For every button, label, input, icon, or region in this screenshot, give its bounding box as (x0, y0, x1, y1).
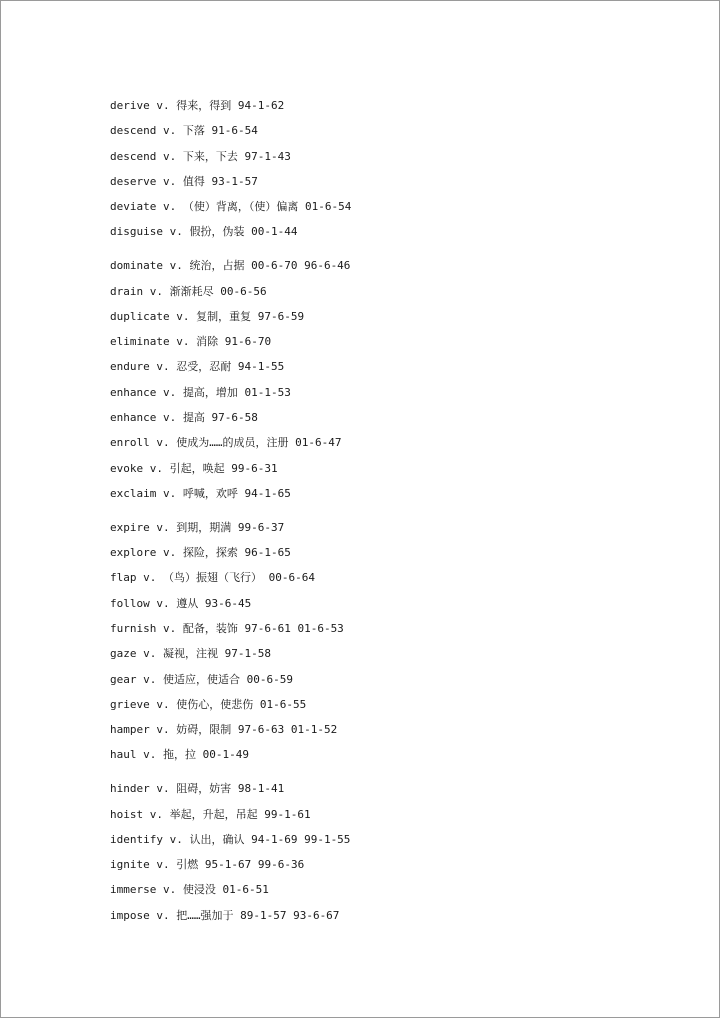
vocab-entry-explore: explore v. 探险，探索 96-1-65 (110, 546, 291, 560)
vocab-entry-enhance-2: enhance v. 提高 97-6-58 (110, 411, 258, 425)
vocab-entry-ignite: ignite v. 引燃 95-1-67 99-6-36 (110, 858, 305, 872)
vocab-entry-expire: expire v. 到期，期满 99-6-37 (110, 520, 285, 534)
vocab-entry-deserve: deserve v. 值得 93-1-57 (110, 174, 258, 188)
vocab-entry-descend-2: descend v. 下来，下去 97-1-43 (110, 149, 291, 163)
vocab-entry-drain: drain v. 渐渐耗尽 00-6-56 (110, 284, 267, 298)
vocab-entry-enroll: enroll v. 使成为……的成员，注册 01-6-47 (110, 436, 342, 450)
vocab-entry-descend: descend v. 下落 91-6-54 (110, 124, 258, 138)
vocab-entry-grieve: grieve v. 使伤心，使悲伤 01-6-55 (110, 697, 307, 711)
vocab-entry-follow: follow v. 遵从 93-6-45 (110, 596, 252, 610)
vocab-entry-duplicate: duplicate v. 复制，重复 97-6-59 (110, 309, 305, 323)
vocab-entry-impose: impose v. 把……强加于 89-1-57 93-6-67 (110, 908, 340, 922)
vocab-entry-disguise: disguise v. 假扮，伪装 00-1-44 (110, 225, 298, 239)
vocab-entry-hoist: hoist v. 举起，升起，吊起 99-1-61 (110, 807, 311, 821)
vocab-entry-identify: identify v. 认出，确认 94-1-69 99-1-55 (110, 832, 351, 846)
vocab-entry-gaze: gaze v. 凝视，注视 97-1-58 (110, 647, 271, 661)
vocab-entry-deviate: deviate v. （使）背离，（使）偏离 01-6-54 (110, 200, 352, 214)
vocab-entry-haul: haul v. 拖，拉 00-1-49 (110, 748, 249, 762)
vocab-entry-enhance: enhance v. 提高，增加 01-1-53 (110, 385, 291, 399)
vocab-entry-furnish: furnish v. 配备，装饰 97-6-61 01-6-53 (110, 621, 344, 635)
vocab-entry-flap: flap v. （鸟）振翅（飞行） 00-6-64 (110, 571, 315, 585)
vocab-entry-endure: endure v. 忍受，忍耐 94-1-55 (110, 360, 285, 374)
vocab-entry-gear: gear v. 使适应，使适合 00-6-59 (110, 672, 293, 686)
vocab-entry-immerse: immerse v. 使浸没 01-6-51 (110, 883, 269, 897)
vocab-entry-dominate: dominate v. 统治，占据 00-6-70 96-6-46 (110, 259, 351, 273)
vocabulary-list (110, 97, 351, 932)
vocab-entry-eliminate: eliminate v. 消除 91-6-70 (110, 335, 272, 349)
vocab-entry-evoke: evoke v. 引起，唤起 99-6-31 (110, 461, 278, 475)
vocab-entry-hinder: hinder v. 阻碍，妨害 98-1-41 (110, 782, 285, 796)
vocab-entry-exclaim: exclaim v. 呼喊，欢呼 94-1-65 (110, 486, 291, 500)
vocab-entry-derive: derive v. 得来，得到 94-1-62 (110, 99, 285, 112)
vocab-entry-hamper: hamper v. 妨碍，限制 97-6-63 01-1-52 (110, 723, 338, 737)
